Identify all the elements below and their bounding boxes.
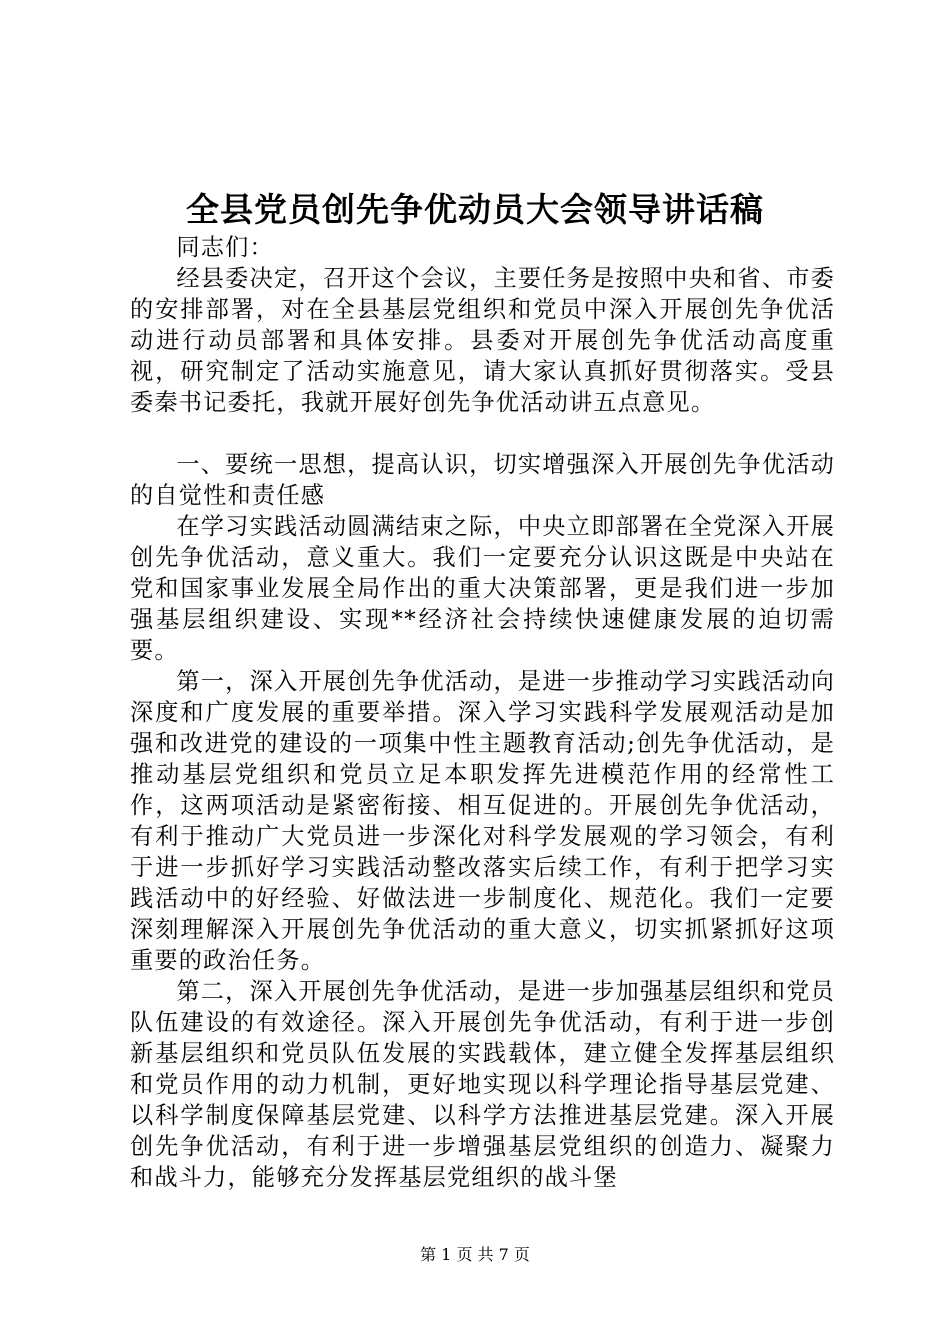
salutation: 同志们： (176, 234, 274, 261)
paragraph-point-1: 第一，深入开展创先争优活动，是进一步推动学习实践活动向深度和广度发展的重要举措。深入学习实践科学发展观活动是加强和改进党的建设的一项集中性主题教育活动;创先争优活动，是推动基层党组织和党员立足本职发挥先进模范作用的经常性工作，这两项活动是紧密衔接、相互促进的。开展创先争优活动，有利于推动广大党员进一步深化对科学发展观的学习领会，有利于进一步抓好学习实践活动整改落实后续工作，有利于把学习实践活动中的好经验、好做法进一步制度化、规范化。我们一定要深刻理解深入开展创先争优活动的重大意义，切实抓紧抓好这项重要的政治任务。 (130, 668, 835, 974)
paragraph-gap (130, 418, 835, 449)
section-heading-1: 一、要统一思想，提高认识，切实增强深入开展创先争优活动的自觉性和责任感 (130, 451, 835, 509)
document-body (130, 232, 835, 1193)
document-title: 全县党员创先争优动员大会领导讲话稿 (186, 190, 764, 229)
paragraph-intro: 经县委决定，召开这个会议，主要任务是按照中央和省、市委的安排部署，对在全县基层党组织和党员中深入开展创先争优活动进行动员部署和具体安排。县委对开展创先争优活动高度重视，研究制定了活动实施意见，请大家认真抓好贯彻落实。受县委秦书记委托，我就开展好创先争优活动讲五点意见。 (130, 265, 835, 416)
page-number-footer: 第 1 页 共 7 页 (420, 1245, 530, 1264)
paragraph-section-1: 在学习实践活动圆满结束之际，中央立即部署在全党深入开展创先争优活动，意义重大。我们一定要充分认识这既是中央站在党和国家事业发展全局作出的重大决策部署，更是我们进一步加强基层组织建设、实现**经济社会持续快速健康发展的迫切需要。 (130, 513, 835, 664)
paragraph-point-2: 第二，深入开展创先争优活动，是进一步加强基层组织和党员队伍建设的有效途径。深入开展创先争优活动，有利于进一步创新基层组织和党员队伍发展的实践载体，建立健全发挥基层组织和党员作用的动力机制，更好地实现以科学理论指导基层党建、以科学制度保障基层党建、以科学方法推进基层党建。深入开展创先争优活动，有利于进一步增强基层党组织的创造力、凝聚力和战斗力，能够充分发挥基层党组织的战斗堡 (130, 978, 835, 1191)
